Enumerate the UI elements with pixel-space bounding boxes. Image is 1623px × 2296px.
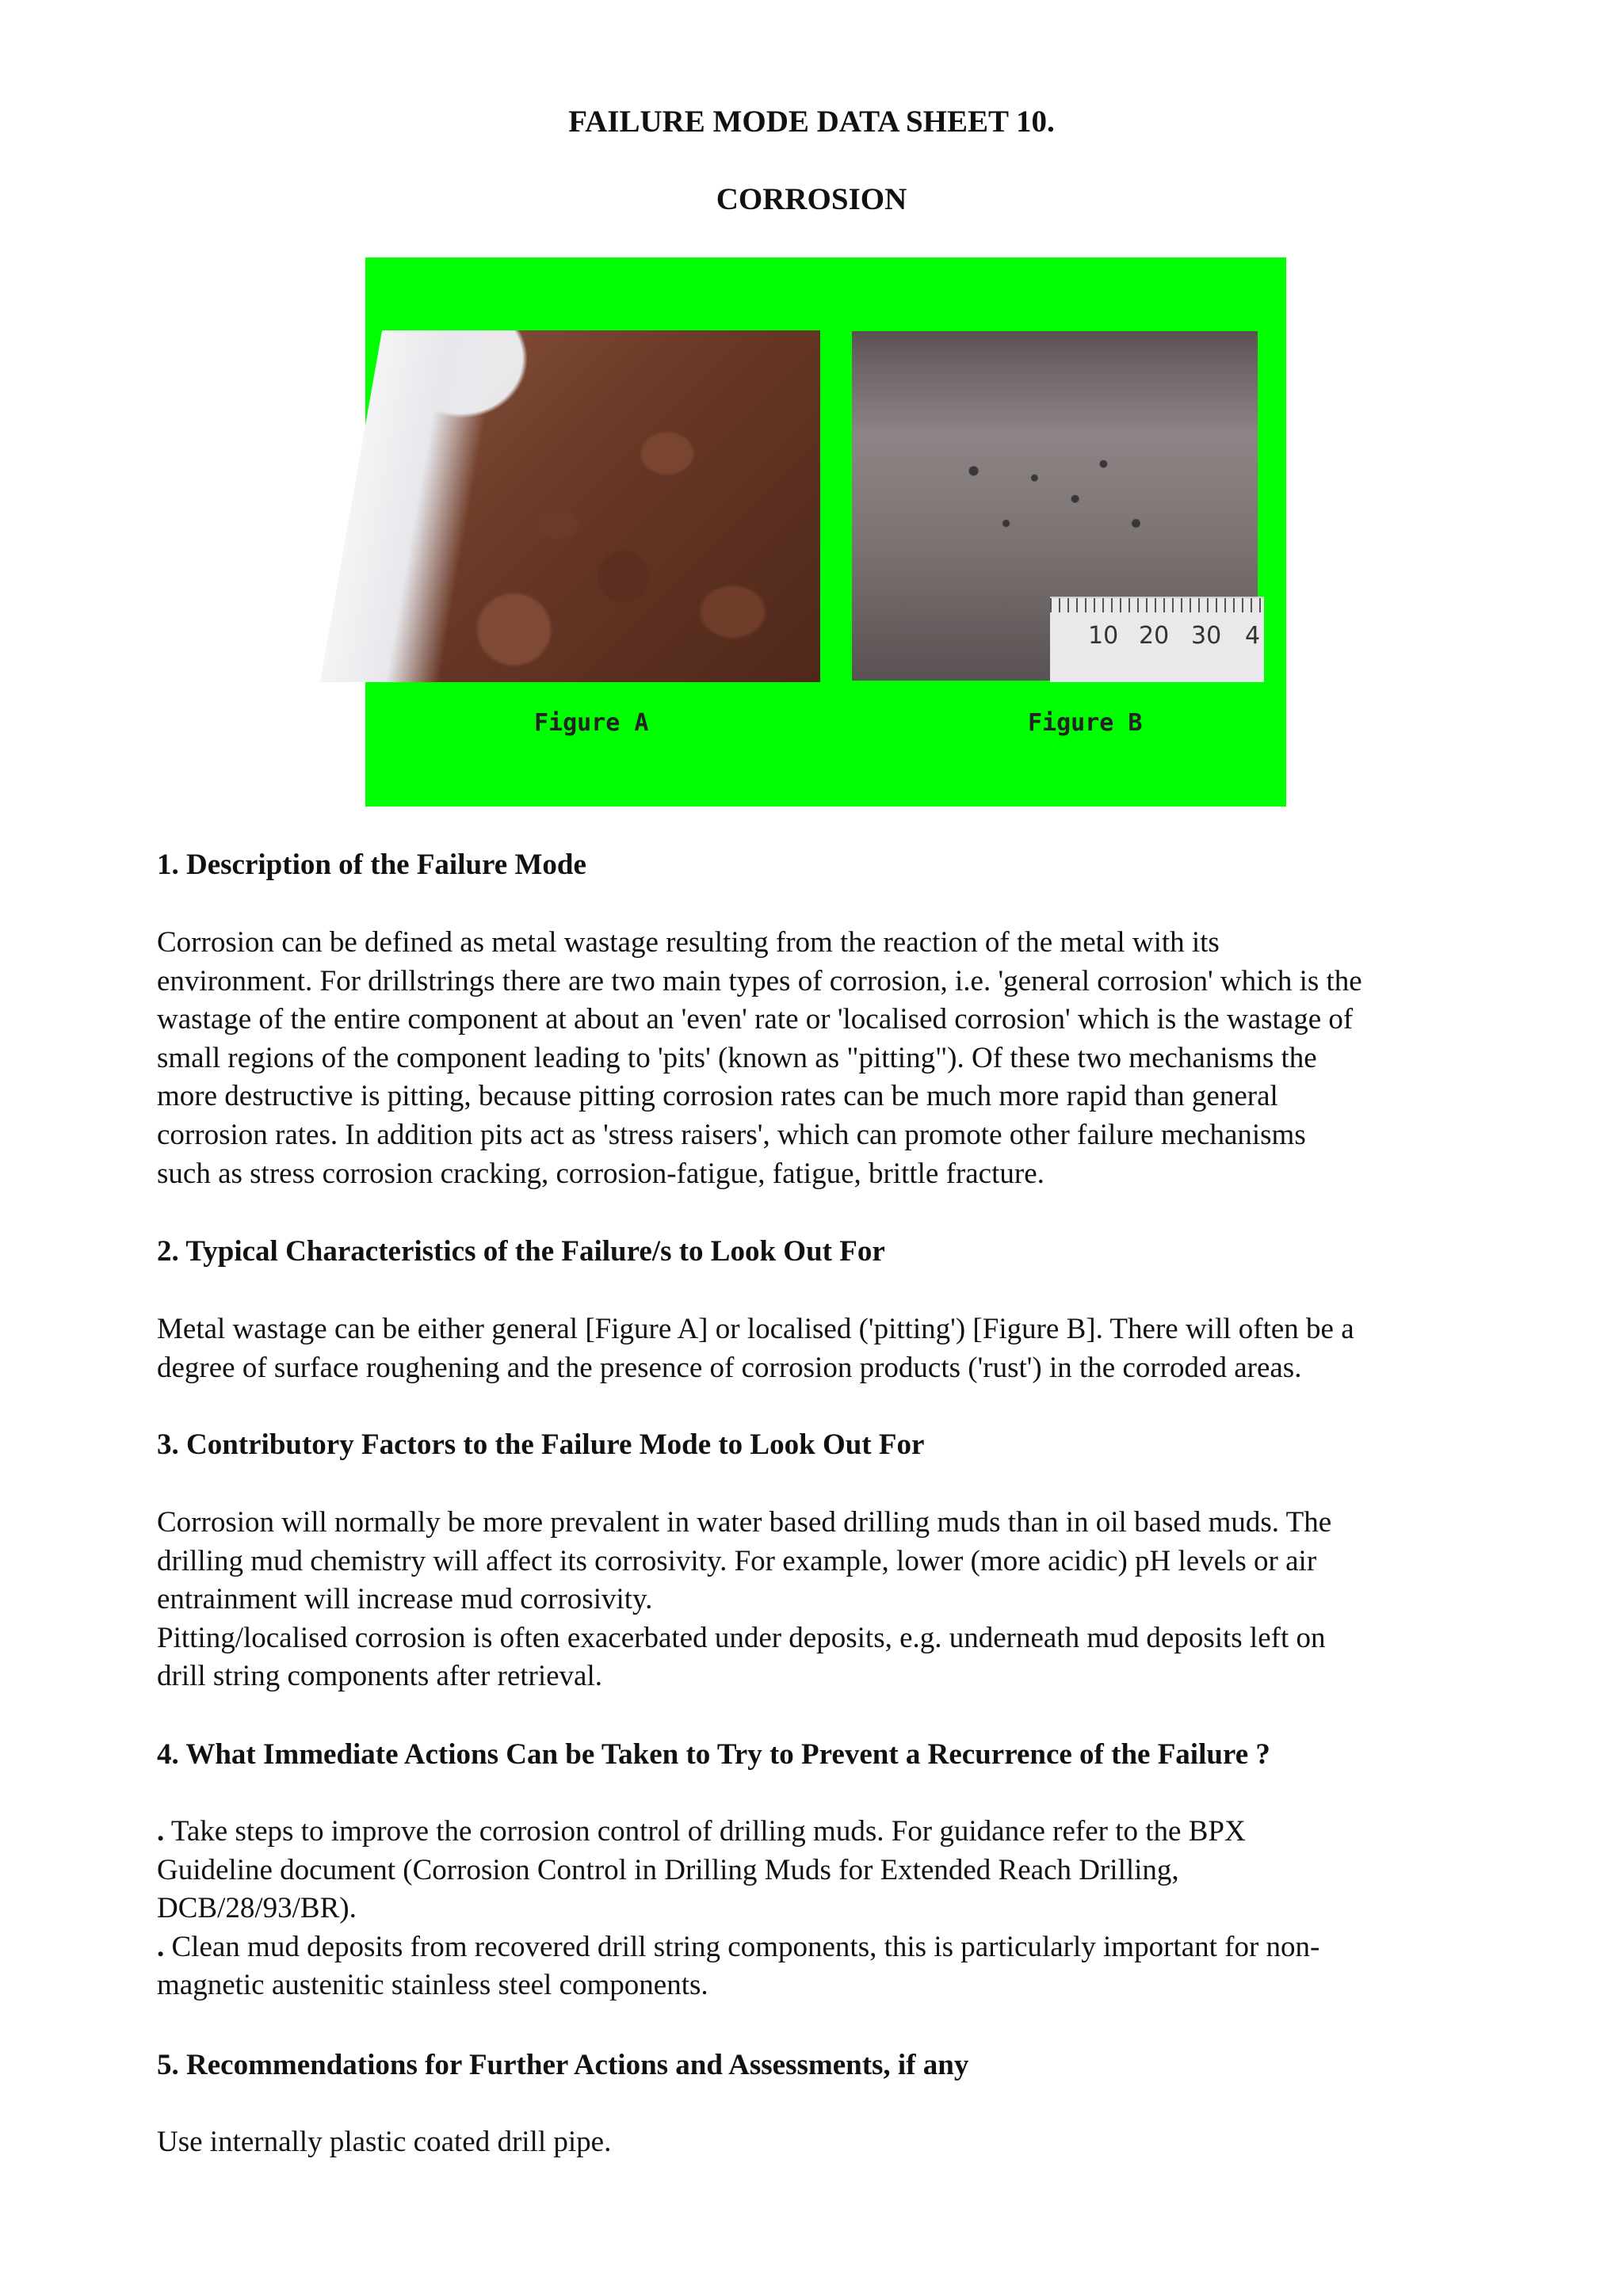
ruler-number: 30 (1191, 622, 1222, 650)
text-line: small regions of the component leading to 'pits' (known as "pitting"). Of these two mechanisms the (157, 1041, 1317, 1074)
section-body-description (157, 924, 1504, 1193)
text-line: magnetic austenitic stainless steel components. (157, 1969, 708, 2002)
ruler-number: 20 (1139, 622, 1170, 650)
text-line: Use internally plastic coated drill pipe. (157, 2126, 612, 2158)
section-body-immediate-actions (157, 1813, 1504, 2005)
section-heading-characteristics: 2. Typical Characteristics of the Failure/s to Look Out For (157, 1235, 885, 1268)
text-line: Pitting/localised corrosion is often exacerbated under deposits, e.g. underneath mud deposits left on (157, 1621, 1326, 1654)
ruler-ticks (1050, 598, 1264, 612)
section-heading-immediate-actions: 4. What Immediate Actions Can be Taken to Try to Prevent a Recurrence of the Failure ? (157, 1738, 1270, 1771)
bullet-line (157, 1928, 1504, 1967)
figure-b-photo (852, 331, 1261, 681)
text-line: Guideline document (Corrosion Control in Drilling Muds for Extended Reach Drilling, (157, 1853, 1179, 1886)
text-line: DCB/28/93/BR). (157, 1892, 357, 1925)
text-line: degree of surface roughening and the presence of corrosion products ('rust') in the corroded areas. (157, 1351, 1302, 1384)
text-line: corrosion rates. In addition pits act as 'stress raisers', which can promote other failure mechanisms (157, 1118, 1306, 1151)
section-heading-contributory-factors: 3. Contributory Factors to the Failure Mode to Look Out For (157, 1428, 925, 1461)
page-title: FAILURE MODE DATA SHEET 10. (568, 105, 1055, 139)
bullet-text: Take steps to improve the corrosion control of drilling muds. For guidance refer to the BPX (164, 1815, 1246, 1848)
section-heading-description: 1. Description of the Failure Mode (157, 849, 586, 881)
section-body-characteristics (157, 1310, 1504, 1387)
text-line: more destructive is pitting, because pitting corrosion rates can be much more rapid than general (157, 1080, 1278, 1113)
ruler-number: 10 (1088, 622, 1119, 650)
section-body-contributory-factors (157, 1504, 1504, 1696)
ruler (1050, 597, 1264, 682)
text-line: Corrosion will normally be more prevalent in water based drilling muds than in oil based muds. The (157, 1506, 1332, 1539)
figure-b-label: Figure B (1028, 709, 1143, 737)
text-line: entrainment will increase mud corrosivity. (157, 1583, 653, 1616)
figure-a-photo (383, 330, 820, 682)
text-line: Corrosion can be defined as metal wastage resulting from the reaction of the metal with its (157, 926, 1220, 959)
bullet-marker: . (157, 1930, 165, 1963)
figure-a-highlight (320, 330, 501, 682)
text-line: environment. For drillstrings there are two main types of corrosion, i.e. 'general corrosion' which is the (157, 964, 1362, 997)
bullet-text: Clean mud deposits from recovered drill string components, this is particularly important for non- (164, 1930, 1320, 1963)
ruler-number: 4 (1245, 622, 1261, 650)
text-line: such as stress corrosion cracking, corrosion-fatigue, fatigue, brittle fracture. (157, 1157, 1044, 1190)
text-line: drilling mud chemistry will affect its corrosivity. For example, lower (more acidic) pH levels or air (157, 1544, 1317, 1577)
bullet-marker: . (157, 1815, 165, 1848)
text-line: wastage of the entire component at about an 'even' rate or 'localised corrosion' which is the wastage of (157, 1003, 1354, 1036)
text-line: drill string components after retrieval. (157, 1660, 603, 1693)
bullet-line (157, 1813, 1504, 1852)
section-heading-recommendations: 5. Recommendations for Further Actions and Assessments, if any (157, 2049, 969, 2081)
section-body-recommendations (157, 2123, 1504, 2162)
figure-panel (365, 257, 1286, 807)
page-subtitle: CORROSION (716, 182, 907, 216)
figure-a-label: Figure A (534, 709, 649, 737)
text-line: Metal wastage can be either general [Figure A] or localised ('pitting') [Figure B]. There will often be a (157, 1313, 1354, 1345)
